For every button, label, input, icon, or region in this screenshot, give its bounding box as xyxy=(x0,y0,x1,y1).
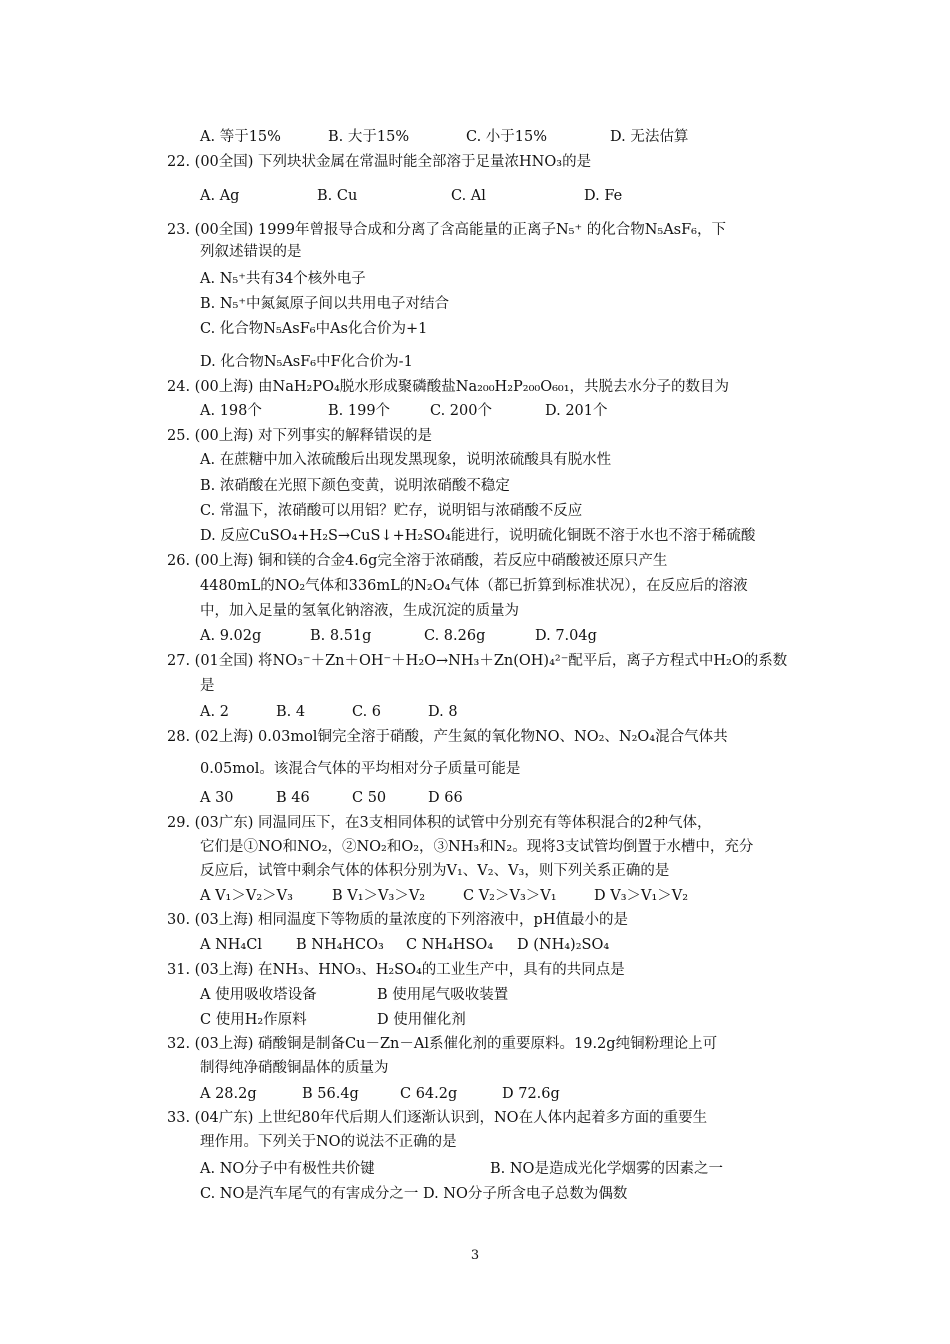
q27-option-b: B. 4 xyxy=(276,704,306,720)
q26-stem-line1: 26. (00上海) 铜和镁的合金4.6g完全溶于浓硝酸，若反应中硝酸被还原只产生 xyxy=(167,553,668,569)
q31-option-b: B 使用尾气吸收装置 xyxy=(377,987,509,1003)
q30-option-a: A NH₄Cl xyxy=(200,937,262,953)
q24-option-d: D. 201个 xyxy=(545,403,608,419)
q25-stem: 25. (00上海) 对下列事实的解释错误的是 xyxy=(167,428,433,444)
q30-stem: 30. (03上海) 相同温度下等物质的量浓度的下列溶液中，pH值最小的是 xyxy=(167,912,628,928)
q30-option-b: B NH₄HCO₃ xyxy=(296,937,384,953)
q29-stem-line1: 29. (03广东) 同温同压下，在3支相同体积的试管中分别充有等体积混合的2种气体， xyxy=(167,815,712,831)
q27-option-c: C. 6 xyxy=(352,704,382,720)
q31-option-d: D 使用催化剂 xyxy=(377,1012,466,1028)
q30-option-d: D (NH₄)₂SO₄ xyxy=(517,937,610,953)
q33-options-row2: C. NO是汽车尾气的有害成分之一 D. NO分子所含电子总数为偶数 xyxy=(200,1186,628,1202)
q22-option-d: D. Fe xyxy=(584,188,623,204)
q32-option-a: A 28.2g xyxy=(200,1086,257,1102)
q26-option-b: B. 8.51g xyxy=(310,628,372,644)
q25-option-b: B. 浓硝酸在光照下颜色变黄，说明浓硝酸不稳定 xyxy=(200,478,510,494)
q23-stem-line1: 23. (00全国) 1999年曾报导合成和分离了含高能量的正离子N₅⁺ 的化合物N₅AsF₆，下 xyxy=(167,222,726,238)
q22-stem: 22. (00全国) 下列块状金属在常温时能全部溶于足量浓HNO₃的是 xyxy=(167,154,592,170)
q32-option-d: D 72.6g xyxy=(502,1086,560,1102)
q21-option-d: D. 无法估算 xyxy=(610,129,689,145)
q22-option-a: A. Ag xyxy=(200,188,240,204)
q23-stem-line2: 列叙述错误的是 xyxy=(200,244,302,260)
q22-option-c: C. Al xyxy=(451,188,486,204)
q32-stem-line2: 制得纯净硝酸铜晶体的质量为 xyxy=(200,1060,389,1076)
q33-option-a: A. NO分子中有极性共价键 xyxy=(200,1161,375,1177)
q28-option-b: B 46 xyxy=(276,790,310,806)
q21-option-c: C. 小于15% xyxy=(466,129,548,145)
q22-option-b: B. Cu xyxy=(317,188,358,204)
q29-stem-line3: 反应后，试管中剩余气体的体积分别为V₁、V₂、V₃，则下列关系正确的是 xyxy=(200,863,670,879)
q27-option-d: D. 8 xyxy=(428,704,458,720)
q23-option-a: A. N₅⁺共有34个核外电子 xyxy=(200,271,366,287)
q28-option-c: C 50 xyxy=(352,790,387,806)
q29-option-c: C V₂＞V₃＞V₁ xyxy=(463,888,557,904)
q29-option-d: D V₃＞V₁＞V₂ xyxy=(594,888,689,904)
q29-stem-line2: 它们是①NO和NO₂，②NO₂和O₂，③NH₃和N₂。现将3支试管均倒置于水槽中，充分 xyxy=(200,839,754,855)
q23-option-b: B. N₅⁺中氮氮原子间以共用电子对结合 xyxy=(200,296,450,312)
q21-option-a: A. 等于15% xyxy=(200,129,281,145)
q26-stem-line2: 4480mL的NO₂气体和336mL的N₂O₄气体（都已折算到标准状况），在反应后的溶液 xyxy=(200,578,748,594)
q26-stem-line3: 中，加入足量的氢氧化钠溶液，生成沉淀的质量为 xyxy=(200,603,519,619)
q24-option-b: B. 199个 xyxy=(328,403,391,419)
q26-option-a: A. 9.02g xyxy=(200,628,262,644)
q33-option-b: B. NO是造成光化学烟雾的因素之一 xyxy=(490,1161,723,1177)
q24-option-a: A. 198个 xyxy=(200,403,262,419)
q31-option-a: A 使用吸收塔设备 xyxy=(200,987,317,1003)
q21-option-b: B. 大于15% xyxy=(328,129,410,145)
q29-option-a: A V₁＞V₂＞V₃ xyxy=(200,888,293,904)
q32-option-c: C 64.2g xyxy=(400,1086,458,1102)
q30-option-c: C NH₄HSO₄ xyxy=(406,937,494,953)
q27-stem-line2: 是 xyxy=(200,678,215,694)
q32-option-b: B 56.4g xyxy=(302,1086,359,1102)
q31-option-c: C 使用H₂作原料 xyxy=(200,1012,307,1028)
q23-option-d: D. 化合物N₅AsF₆中F化合价为-1 xyxy=(200,354,413,370)
q32-stem-line1: 32. (03上海) 硝酸铜是制备Cu－Zn－Al系催化剂的重要原料。19.2g纯铜粉理论上可 xyxy=(167,1036,718,1052)
q27-stem-line1: 27. (01全国) 将NO₃⁻＋Zn＋OH⁻＋H₂O→NH₃＋Zn(OH)₄²⁻配平后，离子方程式中H₂O的系数 xyxy=(167,653,788,669)
q33-stem-line2: 理作用。下列关于NO的说法不正确的是 xyxy=(200,1134,457,1150)
q33-stem-line1: 33. (04广东) 上世纪80年代后期人们逐渐认识到，NO在人体内起着多方面的重要生 xyxy=(167,1110,708,1126)
q23-option-c: C. 化合物N₅AsF₆中As化合价为+1 xyxy=(200,321,428,337)
q28-stem-line1: 28. (02上海) 0.03mol铜完全溶于硝酸，产生氮的氧化物NO、NO₂、N₂O₄混合气体共 xyxy=(167,729,728,745)
q31-stem: 31. (03上海) 在NH₃、HNO₃、H₂SO₄的工业生产中，具有的共同点是 xyxy=(167,962,625,978)
q28-stem-line2: 0.05mol。该混合气体的平均相对分子质量可能是 xyxy=(200,761,521,777)
q27-option-a: A. 2 xyxy=(200,704,229,720)
q28-option-d: D 66 xyxy=(428,790,463,806)
q26-option-d: D. 7.04g xyxy=(535,628,597,644)
q24-option-c: C. 200个 xyxy=(430,403,492,419)
page-number: 3 xyxy=(470,1248,480,1263)
q29-option-b: B V₁＞V₃＞V₂ xyxy=(332,888,426,904)
q25-option-a: A. 在蔗糖中加入浓硫酸后出现发黑现象，说明浓硫酸具有脱水性 xyxy=(200,452,612,468)
q24-stem: 24. (00上海) 由NaH₂PO₄脱水形成聚磷酸盐Na₂₀₀H₂P₂₀₀O₆₀₁，共脱去水分子的数目为 xyxy=(167,379,730,395)
q25-option-c: C. 常温下，浓硝酸可以用铝？贮存，说明铝与浓硝酸不反应 xyxy=(200,503,583,519)
q26-option-c: C. 8.26g xyxy=(424,628,486,644)
q25-option-d: D. 反应CuSO₄+H₂S→CuS↓+H₂SO₄能进行，说明硫化铜既不溶于水也不溶于稀硫酸 xyxy=(200,528,756,544)
q28-option-a: A 30 xyxy=(200,790,234,806)
